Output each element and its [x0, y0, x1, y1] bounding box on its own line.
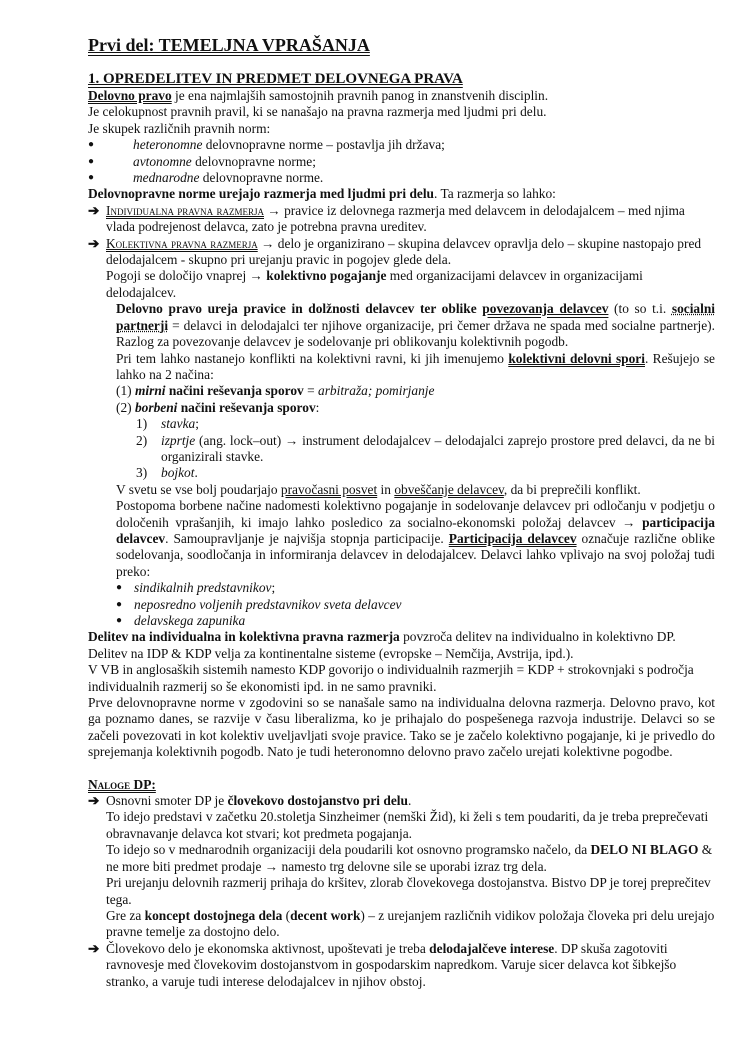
bullet-icon: ●: [116, 582, 123, 594]
arrow-icon: ➔: [88, 940, 100, 956]
paragraph: Je skupek različnih pravnih norm:: [88, 120, 271, 136]
bullet-icon: ●: [116, 615, 123, 626]
list-item: ➔ Osnovni smoter DP je človekovo dostojanstvo pri delu.: [88, 793, 412, 809]
paragraph: To idejo so v mednarodnih organizaciji dela poudarili kot osnovno programsko načelo, da DELO NI BLAGO & ne more biti predmet prodaje → namesto trg delovne sile se uporabi izraz trg dela.: [106, 842, 713, 874]
arrow-icon: ➔: [88, 793, 100, 809]
paragraph: Prve delovnopravne norme v zgodovini so se nanašale samo na individualna delovna razmerja. Delovno pravo, kot ga poznamo danes, se razvije v času liberalizma, ko je prihajalo do pospešenega razvoja industrije. Delavci so se začeli povezovati in kot kolektiv uveljavljati svoje pravice. Tako se je začelo kolektivno pogajanje, ki je privedlo do sprejemanja kolektivnih pogodb. Nato je tudi heteronomno delovno pravo začelo urejati kolektivne pogodbe.: [88, 695, 715, 760]
paragraph: Delovnopravne norme urejajo razmerja med ljudmi pri delu. Ta razmerja so lahko:: [88, 186, 556, 202]
section-heading: 1. OPREDELITEV IN PREDMET DELOVNEGA PRAVA: [88, 71, 463, 87]
list-item: ● sindikalnih predstavnikov;: [116, 580, 276, 596]
list-item: 1) stavka;: [136, 416, 199, 432]
numbered-list: [88, 416, 715, 482]
paragraph: Postopoma borbene načine nadomesti kolektivno pogajanje in sodelovanje delavcev pri odločanju v podjetju o določenih vprašanjih, ki imajo lahko posledico za socialno-ekonomski položaj delavcev → participacija delavcev. Samoupravljanje je najvišja stopnja participacije. Participacija delavcev označuje različne oblike sodelovanja, soodločanja in informiranja delavcev in delodajalcev. Delavci lahko vplivajo na svoj položaj tudi preko:: [116, 498, 715, 579]
paragraph: (2) borbeni načini reševanja sporov:: [116, 399, 320, 415]
paragraph: Je celokupnost pravnih pravil, ki se nanašajo na pravna razmerja med ljudmi pri delu.: [88, 104, 547, 120]
paragraph: Pogoji se določijo vnaprej → kolektivno pogajanje med organizacijami delavcev in organizacijami delodajalcev.: [106, 268, 643, 300]
paragraph: Gre za koncept dostojnega dela (decent work) – z urejanjem različnih vidikov položaja človeka pri delu urejajo pravne temelje za dostojno delo.: [106, 907, 715, 940]
list-item: 3) bojkot.: [136, 465, 198, 481]
list-item: ● avtonomne delovnopravne norme;: [88, 153, 316, 169]
bullet-icon: ●: [88, 172, 95, 184]
bullet-icon: ●: [116, 598, 123, 610]
list-item: ● delavskega zapunika: [116, 613, 246, 628]
paragraph: To idejo predstavi v začetku 20.stoletja Sinzheimer (nemški Žid), ki želi s tem poudariti, da je treba preprečevati obravnavanje delavca kot stvari; kot predmeta pogajanja.: [106, 809, 709, 841]
page-title: Prvi del: TEMELJNA VPRAŠANJA: [88, 35, 370, 55]
list-item: ● mednarodne delovnopravne norme.: [88, 170, 324, 186]
bullet-icon: ●: [88, 139, 95, 151]
bullet-icon: ●: [88, 155, 95, 167]
list-item: ● heteronomne delovnopravne norme – postavlja jih država;: [88, 137, 445, 153]
arrow-icon: ➔: [88, 202, 100, 218]
paragraph: Delitev na individualna in kolektivna pravna razmerja povzroča delitev na individualno in kolektivno DP.: [88, 629, 676, 645]
arrow-icon: ➔: [88, 235, 100, 251]
paragraph: (1) mirni načini reševanja sporov = arbitraža; pomirjanje: [116, 383, 435, 399]
document-page: [88, 34, 715, 990]
list-item: ➔ Kolektivna pravna razmerja → delo je organizirano – skupina delavcev opravlja delo – skupine nastopajo pred delodajalcem - skupno pri urejanju pravic in pogojev glede dela.: [88, 235, 702, 268]
paragraph: V VB in anglosaških sistemih namesto KDP govorijo o individualnih razmerjih = KDP + strokovnjaki s področja individualnih razmerij so še ekonomisti ipd. in ne samo pravniki.: [88, 662, 694, 694]
section-heading: Naloge DP:: [88, 776, 156, 792]
paragraph: Pri tem lahko nastanejo konflikti na kolektivni ravni, ki jih imenujemo kolektivni delovni spori. Rešujejo se lahko na 2 načina:: [116, 350, 715, 382]
list-item: ● neposredno voljenih predstavnikov sveta delavcev: [116, 596, 402, 612]
paragraph: V svetu se vse bolj poudarjajo pravočasni posvet in obveščanje delavcev, da bi preprečili konflikt.: [116, 481, 641, 497]
list-item: ➔ Individualna pravna razmerja → pravice iz delovnega razmerja med delavcem in delodajalcem – med njima vlada podrejenost delavca, zato je potrebna pravna ureditev.: [88, 202, 685, 235]
paragraph: Delovno pravo ureja pravice in dolžnosti delavcev ter oblike povezovanja delavcev (to so t.i. socialni partnerji = delavci in delodajalci ter njihove organizacije, pri čemer država ne spada med socialne partnerje). Razlog za povezovanje delavcev je sodelovanje pri oblikovanju kolektivnih pogodb.: [116, 301, 716, 350]
list-item: 2) izprtje (ang. lock–out) → instrument delodajalcev – delodajalci zaprejo prostore pred delavci, da ne bi organizirali stavke.: [136, 432, 715, 464]
paragraph: Delovno pravo je ena najmlajših samostojnih pravnih panog in znanstvenih disciplin.: [88, 88, 549, 103]
paragraph: Delitev na IDP & KDP velja za kontinentalne sisteme (evropske – Nemčija, Avstrija, ipd.).: [88, 645, 574, 661]
paragraph: Pri urejanju delovnih razmerij prihaja do kršitev, zlorab človekovega dostojanstva. Bistvo DP je torej preprečitev tega.: [106, 875, 711, 907]
list-item: ➔ Človekovo delo je ekonomska aktivnost, upoštevati je treba delodajalčeve interese. DP skuša zagotoviti ravnovesje med človekovim dostojanstvom in gospodarskim napredkom. Varuje sicer delavca kot šibkejšo stranko, a varuje tudi interese delodajalcev in njihov obstoj.: [88, 940, 677, 989]
